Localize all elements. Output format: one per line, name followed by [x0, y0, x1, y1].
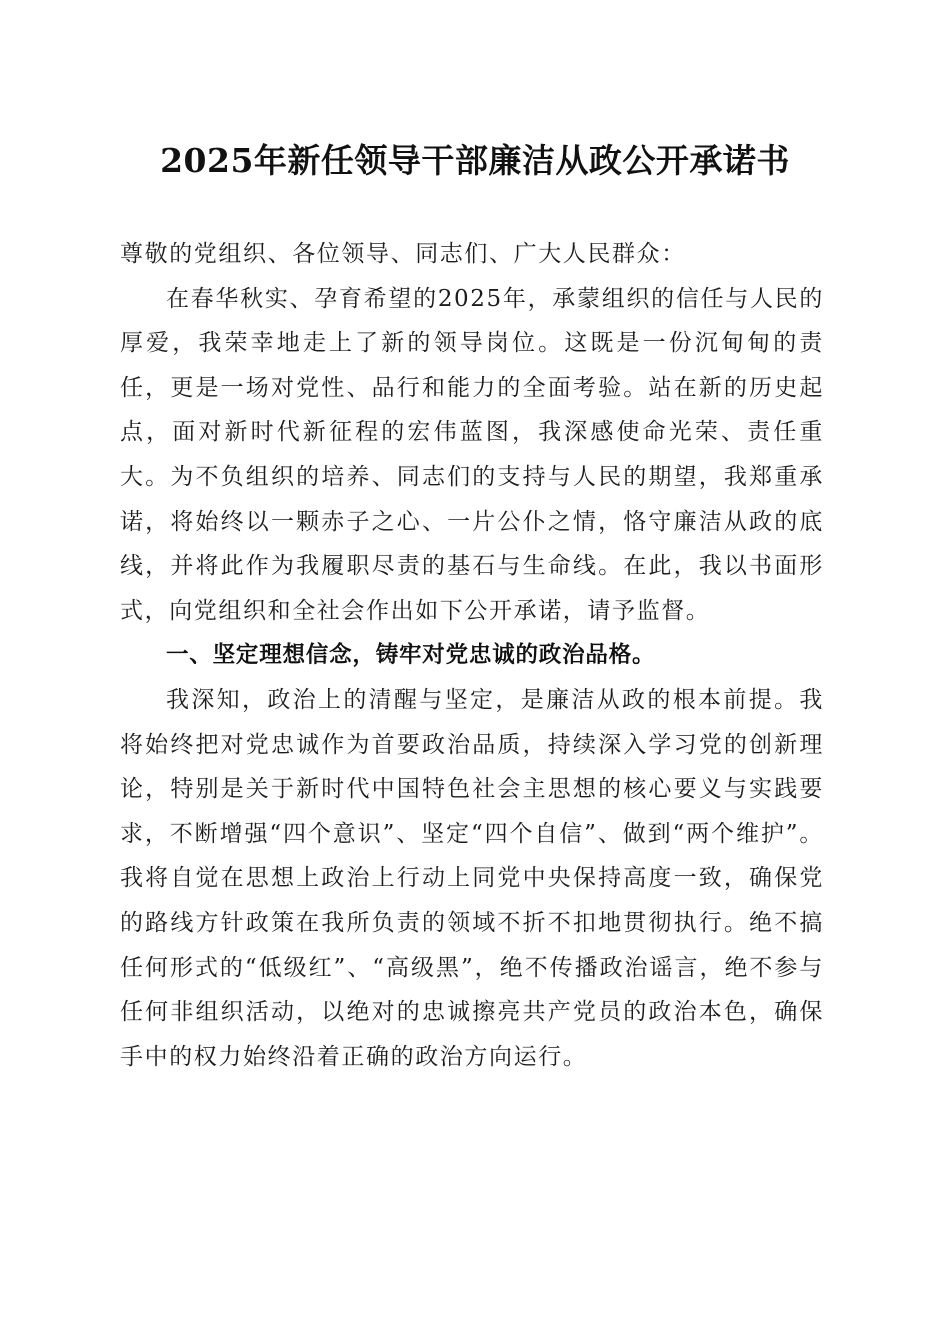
- section-heading-1: 一、坚定理想信念，铸牢对党忠诚的政治品格。: [166, 642, 656, 669]
- document-title: 2025年新任领导干部廉洁从政公开承诺书: [160, 141, 790, 180]
- section-paragraph-1: 我深知，政治上的清醒与坚定，是廉洁从政的根本前提。我将始终把对党忠诚作为首要政治品质，持续深入学习党的创新理论，特别是关于新时代中国特色社会主思想的核心要义与实践要求，不断增强“四个意识”、坚定“四个自信”、做到“两个维护”。我将自觉在思想上政治上行动上同党中央保持高度一致，确保党的路线方针政策在我所负责的领域不折不扣地贯彻执行。绝不搞任何形式的“低级红”、“高级黑”，绝不传播政治谣言，绝不参与任何非组织活动，以绝对的忠诚擦亮共产党员的政治本色，确保手中的权力始终沿着正确的政治方向运行。: [120, 686, 824, 1070]
- document-body: [120, 232, 824, 1079]
- intro-paragraph: 在春华秋实、孕育希望的2025年，承蒙组织的信任与人民的厚爱，我荣幸地走上了新的领导岗位。这既是一份沉甸甸的责任，更是一场对党性、品行和能力的全面考验。站在新的历史起点，面对新时代新征程的宏伟蓝图，我深感使命光荣、责任重大。为不负组织的培养、同志们的支持与人民的期望，我郑重承诺，将始终以一颗赤子之心、一片公仆之情，恪守廉洁从政的底线，并将此作为我履职尽责的基石与生命线。在此，我以书面形式，向党组织和全社会作出如下公开承诺，请予监督。: [120, 285, 824, 624]
- salutation: 尊敬的党组织、各位领导、同志们、广大人民群众：: [120, 241, 686, 267]
